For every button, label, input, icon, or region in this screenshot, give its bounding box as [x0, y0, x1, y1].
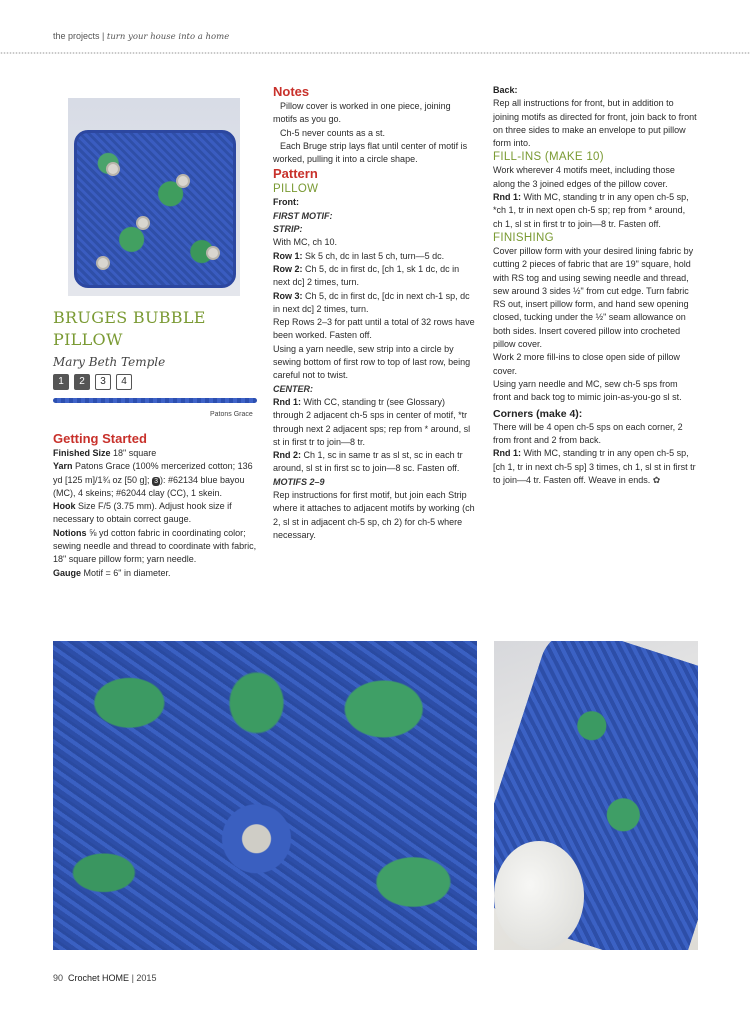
row-2-label: Row 2: [273, 263, 303, 274]
header-dotted-rule [0, 52, 750, 54]
fillins-rnd-1-text: With MC, standing tr in any open ch-5 sp, *ch 1, tr in next open ch-5 sp; rep from * around, ch 1, sl st in first tr to join—8 tr. Fasten off. [493, 192, 689, 229]
corners-heading: Corners (make 4): [493, 407, 583, 420]
yarn-label: Yarn [53, 461, 73, 472]
strip-start: With MC, ch 10. [273, 237, 338, 248]
corners-rnd-1 [493, 447, 697, 487]
back-heading: Back: [493, 85, 518, 95]
row-3-text: Ch 5, dc in first dc, [dc in next ch-1 sp, dc in next dc] 2 times, turn. [273, 290, 470, 314]
yarn-swatch-label: Patons Grace [210, 411, 253, 418]
finishing-heading: FINISHING [493, 231, 554, 244]
motifs-heading: MOTIFS 2–9 [273, 476, 325, 487]
finished-size [53, 447, 258, 460]
motif-center [178, 176, 188, 186]
center-rnd-2 [273, 449, 476, 476]
skill-level [53, 374, 132, 390]
running-header [53, 31, 229, 42]
row-1-label: Row 1: [273, 250, 303, 261]
header-section: the projects [53, 31, 100, 41]
center-heading: CENTER: [273, 383, 313, 394]
pillow-photo [68, 98, 240, 296]
getting-started-heading: Getting Started [53, 431, 147, 446]
motif-center [208, 248, 218, 258]
strip-heading: STRIP: [273, 224, 303, 235]
center-rnd-2-text: Ch 1, sc in same tr as sl st, sc in each tr around, sl st in first sc to join—8 sc. Fasten off. [273, 450, 463, 474]
issue-year: 2015 [136, 973, 157, 983]
center-rnd-2-label: Rnd 2: [273, 450, 301, 461]
hook-value: Size F/5 (3.75 mm). Adjust hook size if necessary to obtain correct gauge. [53, 501, 232, 525]
gauge-label: Gauge [53, 567, 82, 578]
skill-level-3: 3 [95, 374, 111, 390]
corners-text: There will be 4 open ch-5 sps on each corner, 2 from front and 2 from back. [493, 421, 683, 446]
page-number: 90 [53, 973, 64, 983]
yarn-value-a: Patons Grace (100% mercerized cotton; 136 yd [125 m]/1¾ oz [50 g]; [53, 461, 253, 485]
skill-level-1: 1 [53, 374, 69, 390]
fillins-rnd-1-label: Rnd 1: [493, 192, 521, 203]
finishing-column [493, 84, 697, 487]
header-tagline: turn your house into a home [106, 32, 230, 42]
motif-center [138, 218, 148, 228]
yarn-swatch [53, 398, 257, 403]
fillins-rnd-1 [493, 191, 697, 231]
footer-separator: | [131, 973, 134, 983]
white-cushion-image [494, 841, 584, 950]
center-rnd-1 [273, 396, 476, 449]
finishing-p3: Using yarn needle and MC, sew ch-5 sps from front and back tog to mimic join-as-you-go sl st. [493, 378, 682, 403]
motifs-text: Rep instructions for first motif, but join each Strip where it attaches to adjacent motifs by working (ch 2, sl st in adjacent ch-5 sp, ch 2) for ch-5 where necessary. [273, 490, 475, 540]
rep-rows: Rep Rows 2–3 for patt until a total of 32 rows have been worked. Fasten off. [273, 317, 475, 341]
pattern-subheading: PILLOW [273, 183, 319, 196]
yarn-info [53, 460, 258, 500]
gauge-info [53, 567, 258, 580]
hook-info [53, 500, 258, 527]
center-rnd-1-label: Rnd 1: [273, 396, 301, 407]
header-separator: | [102, 31, 105, 41]
title-line-1: BRUGES BUBBLE [53, 308, 206, 327]
yarn-needle-instructions: Using a yarn needle, sew strip into a circle by sewing bottom of first row to top of last row, being careful not to twist. [273, 343, 471, 381]
row-3-label: Row 3: [273, 290, 303, 301]
getting-started-column [53, 431, 258, 580]
first-motif-heading: FIRST MOTIF: [273, 210, 333, 221]
finishing-p1: Cover pillow form with your desired lining fabric by cutting 2 pieces of fabric that are 19" square, hold with RS tog and using sewing needle and thread, sew around 3 sides ½" from cut edge. Turn fabric RS out, insert pillow form, and hand sew opening closed, tucking under the ½" seam allowance on both sides. Insert covered pillow into crocheted pillow cover. [493, 245, 694, 350]
magazine-name: Crochet HOME [68, 973, 130, 983]
notes-heading: Notes [273, 84, 310, 99]
fillins-text: Work wherever 4 motifs meet, including those along the 3 joined edges of the pillow cover. [493, 165, 675, 189]
notions-label: Notions [53, 527, 87, 538]
side-photo [494, 641, 698, 950]
yarn-value-b: ): #62134 blue bayou (MC), 4 skeins; #62044 clay (CC), 1 skein. [53, 474, 245, 498]
pattern-heading: Pattern [273, 166, 318, 182]
closeup-photo [53, 641, 477, 950]
motif-center [108, 164, 118, 174]
skill-level-4: 4 [116, 374, 132, 390]
project-title [53, 307, 206, 351]
hook-label: Hook [53, 501, 76, 512]
corners-rnd-1-text: With MC, standing tr in any open ch-5 sp, [ch 1, tr in next ch-5 sp] 3 times, ch 1, sl st in first tr to join—4 tr. Fasten off. Weave in ends. [493, 448, 696, 486]
notes-pattern-column [273, 84, 476, 542]
skill-level-2: 2 [74, 374, 90, 390]
gauge-value: Motif = 6" in diameter. [83, 567, 171, 578]
page-footer [53, 973, 156, 983]
row-3 [273, 290, 476, 317]
finishing-p2: Work 2 more fill-ins to close open side of pillow cover. [493, 352, 680, 376]
row-1 [273, 250, 476, 263]
finished-size-label: Finished Size [53, 448, 111, 458]
designer-name: Mary Beth Temple [53, 355, 166, 369]
notions-value: ⅝ yd cotton fabric in coordinating color; sewing needle and thread to coordinate with fabric, 18" square pillow form; yarn needle. [53, 527, 257, 565]
title-line-2: PILLOW [53, 330, 123, 349]
front-heading: Front: [273, 197, 299, 208]
note-1: Pillow cover is worked in one piece, joining motifs as you go. [273, 101, 451, 125]
row-1-text: Sk 5 ch, dc in last 5 ch, turn—5 dc. [305, 250, 445, 261]
notions-info [53, 527, 258, 567]
note-3: Each Bruge strip lays flat until center of motif is worked, pulling it into a circle shape. [273, 140, 468, 165]
center-rnd-1-text: With CC, standing tr (see Glossary) through 2 adjacent ch-5 sps in center of motif, *tr through next 2 adjacent sps; rep from * around, sl st in first tr to join—8 tr. [273, 396, 471, 447]
row-2-text: Ch 5, dc in first dc, [ch 1, sk 1 dc, dc in next dc] 2 times, turn. [273, 263, 460, 288]
finished-size-value: 18" square [113, 448, 157, 458]
row-2 [273, 263, 476, 290]
yarn-weight-icon: 3 [154, 477, 158, 485]
fillins-heading: FILL-INS (MAKE 10) [493, 151, 604, 164]
end-mark-icon: ✿ [652, 475, 661, 486]
note-2: Ch-5 never counts as a st. [280, 127, 386, 138]
motif-center [98, 258, 108, 268]
corners-rnd-1-label: Rnd 1: [493, 448, 521, 459]
back-text: Rep all instructions for front, but in addition to joining motifs as directed for front, join back to front on three sides to make an envelope to put pillow form into. [493, 98, 697, 149]
